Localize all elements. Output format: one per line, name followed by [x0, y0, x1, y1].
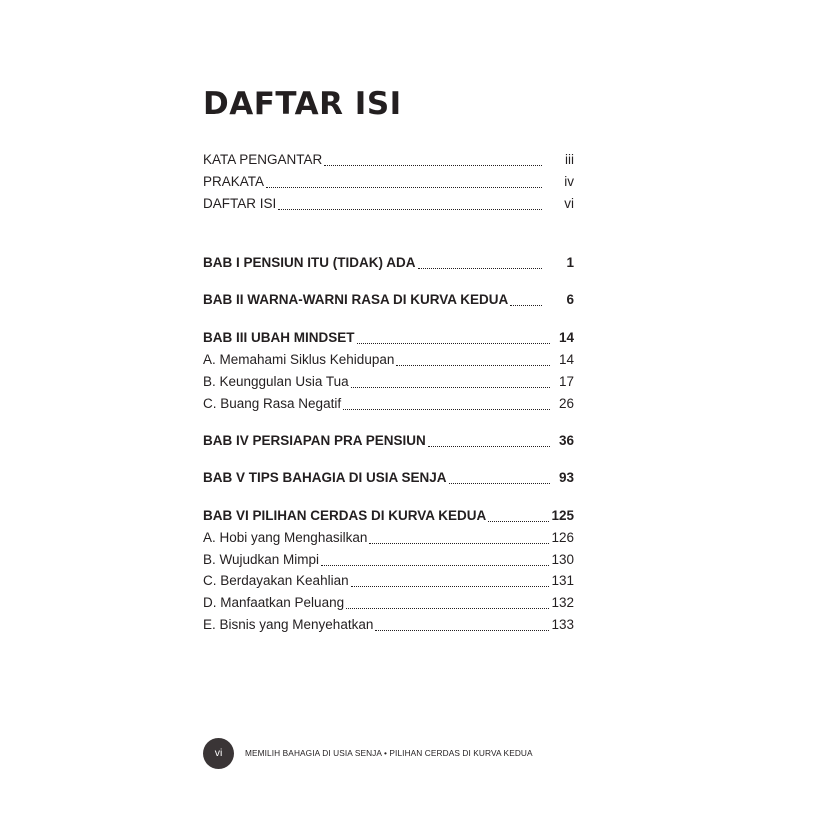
toc-section-page: 133 — [551, 617, 574, 632]
toc-section-label: A. Hobi yang Menghasilkan — [203, 530, 368, 545]
dot-leader — [321, 565, 549, 566]
dot-leader — [324, 165, 542, 166]
toc-section — [203, 372, 574, 392]
toc-chapter-bab-iii — [203, 328, 574, 348]
toc-chapter-page: 1 — [566, 255, 574, 270]
toc-section — [203, 350, 574, 370]
toc-section-label: B. Keunggulan Usia Tua — [203, 374, 349, 389]
toc-chapter-label: BAB IV PERSIAPAN PRA PENSIUN — [203, 433, 426, 448]
toc-section — [203, 571, 574, 591]
toc-section-label: E. Bisnis yang Menyehatkan — [203, 617, 374, 632]
toc-section-page: 126 — [551, 530, 574, 545]
toc-chapter-label: BAB III UBAH MINDSET — [203, 330, 355, 345]
dot-leader — [266, 187, 542, 188]
toc-chapter-page: 6 — [566, 292, 574, 307]
dot-leader — [488, 521, 549, 522]
toc-chapter-bab-vi — [203, 506, 574, 526]
toc-entry-page: vi — [564, 196, 574, 211]
dot-leader — [357, 343, 551, 344]
toc-section-page: 26 — [558, 396, 574, 411]
toc-entry-daftar-isi — [203, 194, 574, 214]
toc-section-page: 14 — [558, 352, 574, 367]
toc-chapter-label: BAB VI PILIHAN CERDAS DI KURVA KEDUA — [203, 508, 487, 523]
toc-entry-page: iii — [565, 152, 574, 167]
toc-entry-kata-pengantar — [203, 150, 574, 170]
page-title: DAFTAR ISI — [203, 86, 402, 122]
dot-leader — [396, 365, 550, 366]
toc-chapter-label: BAB V TIPS BAHAGIA DI USIA SENJA — [203, 470, 447, 485]
running-head: MEMILIH BAHAGIA DI USIA SENJA • PILIHAN CERDAS DI KURVA KEDUA — [245, 748, 533, 758]
dot-leader — [449, 483, 550, 484]
dot-leader — [510, 305, 542, 306]
toc-section — [203, 550, 574, 570]
page-number-badge: vi — [203, 738, 234, 769]
toc-chapter-bab-iv — [203, 431, 574, 451]
toc-chapter-bab-i — [203, 253, 574, 273]
toc-section — [203, 528, 574, 548]
dot-leader — [343, 409, 550, 410]
toc-section-page: 131 — [551, 573, 574, 588]
toc-section-label: C. Buang Rasa Negatif — [203, 396, 342, 411]
toc-section — [203, 593, 574, 613]
dot-leader — [369, 543, 549, 544]
dot-leader — [428, 446, 550, 447]
toc-chapter-label: BAB II WARNA-WARNI RASA DI KURVA KEDUA — [203, 292, 509, 307]
dot-leader — [418, 268, 543, 269]
toc-chapter-page: 125 — [551, 508, 574, 523]
toc-section-label: C. Berdayakan Keahlian — [203, 573, 349, 588]
toc-section — [203, 394, 574, 414]
toc-chapter-page: 36 — [558, 433, 574, 448]
toc-section-label: B. Wujudkan Mimpi — [203, 552, 320, 567]
toc-section — [203, 615, 574, 635]
toc-section-label: A. Memahami Siklus Kehidupan — [203, 352, 395, 367]
dot-leader — [346, 608, 549, 609]
toc-chapter-bab-ii — [203, 290, 574, 310]
toc-chapter-page: 93 — [558, 470, 574, 485]
toc-entry-label: KATA PENGANTAR — [203, 152, 323, 167]
dot-leader — [351, 586, 550, 587]
toc-section-page: 17 — [558, 374, 574, 389]
toc-section-page: 132 — [551, 595, 574, 610]
page-footer — [203, 737, 533, 769]
dot-leader — [375, 630, 549, 631]
toc-entry-label: DAFTAR ISI — [203, 196, 277, 211]
toc-chapter-bab-v — [203, 468, 574, 488]
dot-leader — [351, 387, 550, 388]
toc-entry-label: PRAKATA — [203, 174, 265, 189]
toc-section-page: 130 — [551, 552, 574, 567]
dot-leader — [278, 209, 542, 210]
toc-entry-prakata — [203, 172, 574, 192]
toc-chapter-page: 14 — [558, 330, 574, 345]
toc-section-label: D. Manfaatkan Peluang — [203, 595, 345, 610]
toc-chapter-label: BAB I PENSIUN ITU (TIDAK) ADA — [203, 255, 416, 270]
toc-entry-page: iv — [564, 174, 574, 189]
